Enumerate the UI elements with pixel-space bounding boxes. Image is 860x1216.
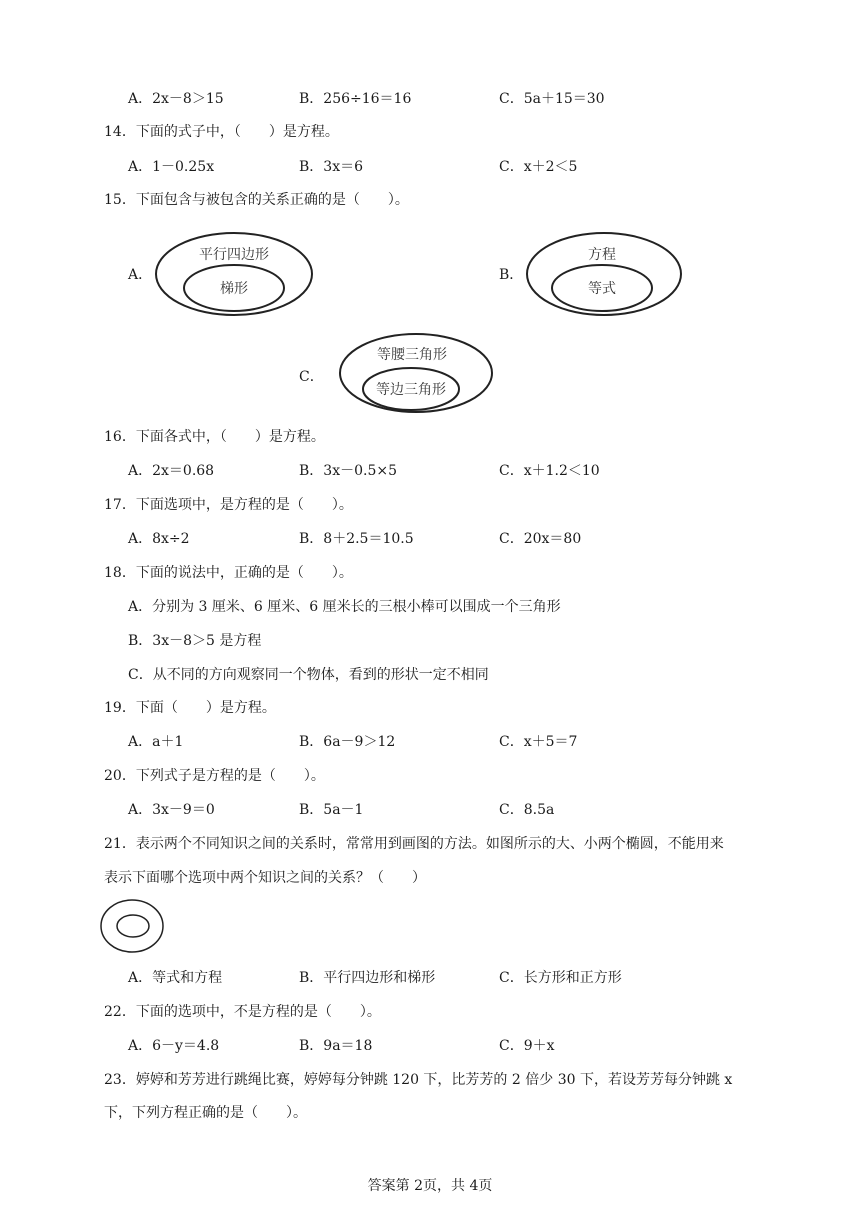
q18-stem: 18．下面的说法中，正确的是（ ）。 bbox=[104, 565, 353, 581]
q15-c-outer-label: 等腰三角形 bbox=[377, 347, 447, 363]
q22-stem: 22．下面的选项中，不是方程的是（ ）。 bbox=[104, 1004, 381, 1020]
q13-option-a: A．2x－8＞15 bbox=[128, 91, 224, 107]
q13-option-c: C．5a＋15＝30 bbox=[499, 91, 605, 107]
q15-option-c-label: C． bbox=[299, 369, 324, 385]
q18-option-c: C．从不同的方向观察同一个物体，看到的形状一定不相同 bbox=[128, 667, 489, 683]
q17-option-c: C．20x＝80 bbox=[499, 531, 582, 547]
q14-option-a: A．1－0.25x bbox=[128, 159, 215, 175]
q21-option-b: B．平行四边形和梯形 bbox=[299, 970, 436, 986]
q16-option-b: B．3x－0.5×5 bbox=[299, 463, 397, 479]
q21-option-a: A．等式和方程 bbox=[128, 970, 223, 986]
q14-option-b: B．3x＝6 bbox=[299, 159, 363, 175]
q20-option-c: C．8.5a bbox=[499, 802, 555, 818]
q15-diagram-a bbox=[152, 228, 318, 324]
q21-option-c: C．长方形和正方形 bbox=[499, 970, 622, 986]
q14-option-c: C．x＋2＜5 bbox=[499, 159, 578, 175]
q23-stem-line1: 23．婷婷和芳芳进行跳绳比赛，婷婷每分钟跳 120 下，比芳芳的 2 倍少 30 下，若设芳芳每分钟跳 x bbox=[104, 1072, 733, 1088]
q19-option-b: B．6a－9＞12 bbox=[299, 734, 396, 750]
q23-stem-line2: 下，下列方程正确的是（ ）。 bbox=[104, 1105, 307, 1121]
q14-stem: 14．下面的式子中，（ ）是方程。 bbox=[104, 124, 339, 140]
q16-stem: 16．下面各式中，（ ）是方程。 bbox=[104, 429, 325, 445]
q15-stem: 15．下面包含与被包含的关系正确的是（ ）。 bbox=[104, 192, 409, 208]
q19-stem: 19．下面（ ）是方程。 bbox=[104, 700, 276, 716]
q17-option-b: B．8＋2.5＝10.5 bbox=[299, 531, 414, 547]
q22-option-a: A．6－y＝4.8 bbox=[128, 1038, 220, 1054]
q22-option-c: C．9＋x bbox=[499, 1038, 555, 1054]
q15-a-inner-label: 梯形 bbox=[220, 281, 248, 297]
q21-stem-line1: 21．表示两个不同知识之间的关系时，常常用到画图的方法。如图所示的大、小两个椭圆，不能用来 bbox=[104, 836, 724, 852]
q17-stem: 17．下面选项中，是方程的是（ ）。 bbox=[104, 497, 353, 513]
q20-stem: 20．下列式子是方程的是（ ）。 bbox=[104, 768, 325, 784]
q15-option-a-label: A． bbox=[128, 267, 153, 283]
q17-option-a: A．8x÷2 bbox=[128, 531, 190, 547]
q15-a-outer-label: 平行四边形 bbox=[199, 247, 269, 263]
q19-option-c: C．x＋5＝7 bbox=[499, 734, 578, 750]
q15-diagram-b bbox=[524, 228, 690, 324]
q15-option-b-label: B． bbox=[499, 267, 524, 283]
q15-diagram-c bbox=[336, 330, 498, 420]
page-footer: 答案第 2页，共 4页 bbox=[367, 1178, 493, 1194]
q21-nested-ellipses-diagram bbox=[98, 896, 168, 960]
q18-option-b: B．3x－8＞5 是方程 bbox=[128, 633, 262, 649]
q20-option-a: A．3x－9＝0 bbox=[128, 802, 215, 818]
q16-option-c: C．x＋1.2＜10 bbox=[499, 463, 600, 479]
q19-option-a: A．a＋1 bbox=[128, 734, 184, 750]
q15-c-inner-label: 等边三角形 bbox=[376, 382, 446, 398]
q22-option-b: B．9a＝18 bbox=[299, 1038, 373, 1054]
q21-stem-line2: 表示下面哪个选项中两个知识之间的关系？（ ） bbox=[104, 870, 426, 886]
q18-option-a: A．分别为 3 厘米、6 厘米、6 厘米长的三根小棒可以围成一个三角形 bbox=[128, 599, 561, 615]
q15-b-inner-label: 等式 bbox=[588, 281, 616, 297]
q16-option-a: A．2x＝0.68 bbox=[128, 463, 215, 479]
q15-b-outer-label: 方程 bbox=[588, 247, 616, 263]
q13-option-b: B．256÷16＝16 bbox=[299, 91, 412, 107]
q20-option-b: B．5a－1 bbox=[299, 802, 364, 818]
